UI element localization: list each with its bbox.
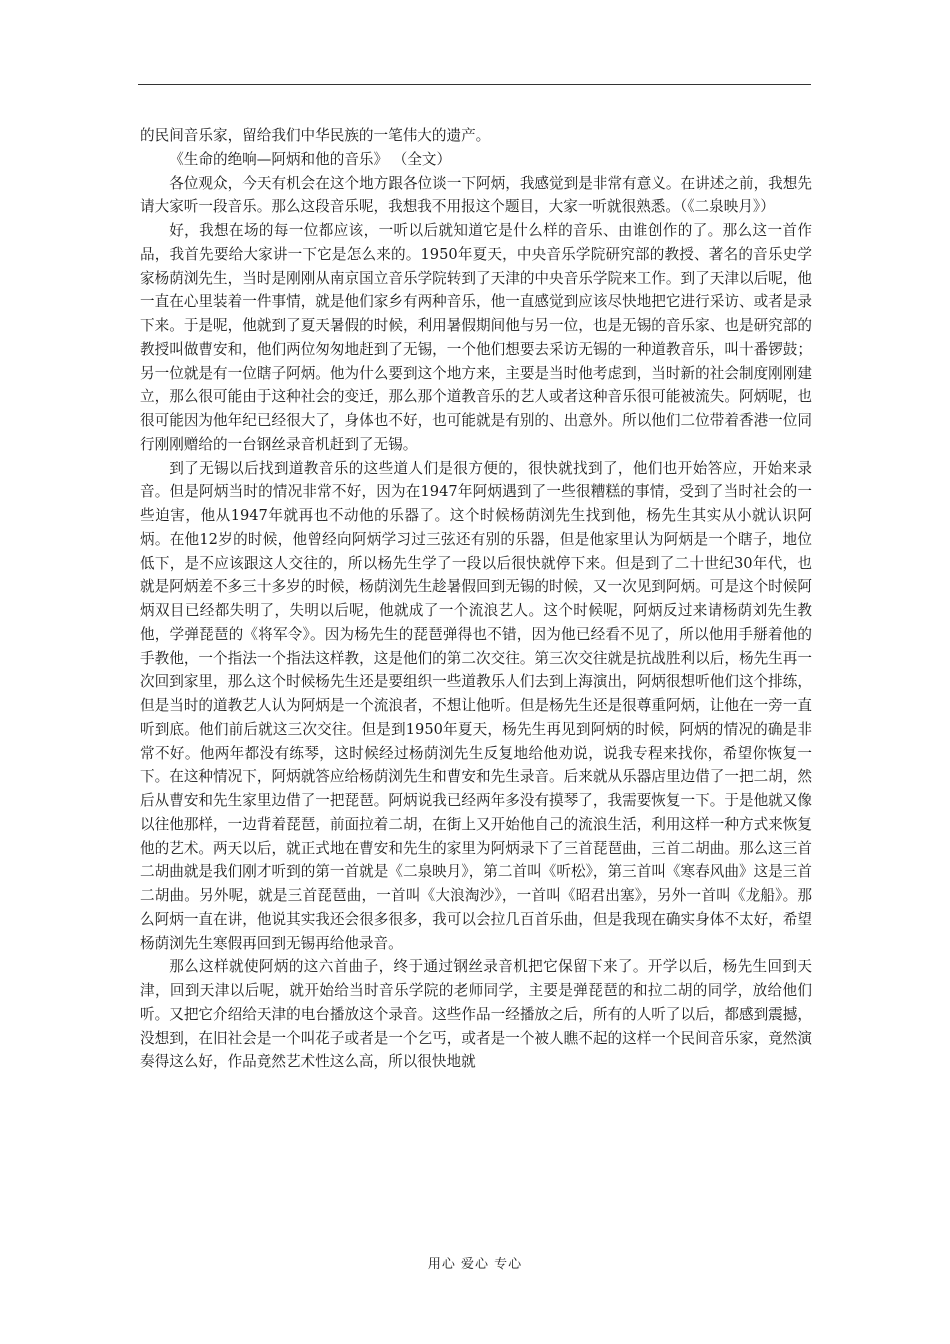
header-rule: [138, 84, 811, 85]
paragraph-1950-visit: 好，我想在场的每一位都应该，一听以后就知道它是什么样的音乐、由谁创作的了。那么这一首作品，我首先要给大家讲一下它是怎么来的。1950年夏天，中央音乐学院研究部的教授、著名的音乐史学家杨荫浏先生，当时是刚刚从南京国立音乐学院转到了天津的中央音乐学院来工作。到了天津以后呢，他一直在心里装着一件事情，就是他们家乡有两种音乐，他一直感觉到应该尽快地把它进行采访、或者是录下来。于是呢，他就到了夏天暑假的时候，利用暑假期间他与另一位，也是无锡的音乐家、也是研究部的教授叫做曹安和，他们两位匆匆地赶到了无锡，一个他们想要去采访无锡的一种道教音乐，叫十番锣鼓；另一位就是有一位瞎子阿炳。他为什么要到这个地方来，主要是当时他考虑到，当时新的社会制度刚刚建立，那么很可能由于这种社会的变迁，那么那个道教音乐的艺人或者这种音乐很可能被流失。阿炳呢，也很可能因为他年纪已经很大了，身体也不好，也可能就是有别的、出意外。所以他们二位带着香港一位同行刚刚赠给的一台钢丝录音机赶到了无锡。: [140, 222, 812, 453]
document-title: 《生命的绝响—阿炳和他的音乐》 （全文）: [169, 150, 452, 168]
lead-line: 的民间音乐家，留给我们中华民族的一笔伟大的遗产。: [140, 127, 491, 144]
page-footer: 用心 爱心 专心: [427, 1257, 523, 1272]
document-body: [140, 124, 812, 1074]
paragraph-intro: 各位观众，今天有机会在这个地方跟各位谈一下阿炳，我感觉到是非常有意义。在讲述之前，我想先请大家听一段音乐。那么这段音乐呢，我想我不用报这个题目，大家一听就很熟悉。（《二泉映月》）: [140, 174, 812, 216]
paragraph-broadcast: 那么这样就使阿炳的这六首曲子，终于通过钢丝录音机把它保留下来了。开学以后，杨先生回到天津，回到天津以后呢，就开始给当时音乐学院的老师同学，主要是弹琵琶的和拉二胡的同学，放给他们听。又把它介绍给天津的电台播放这个录音。这些作品一经播放之后，所有的人听了以后，都感到震撼，没想到，在旧社会是一个叫花子或者是一个乞丐，或者是一个被人瞧不起的这样一个民间音乐家，竟然演奏得这么好，作品竟然艺术性这么高，所以很快地就: [140, 958, 812, 1071]
paragraph-recording: 到了无锡以后找到道教音乐的这些道人们是很方便的，很快就找到了，他们也开始答应，开始来录音。但是阿炳当时的情况非常不好，因为在1947年阿炳遇到了一些很糟糕的事情，受到了当时社会的一些迫害，他从1947年就再也不动他的乐器了。这个时候杨荫浏先生找到他，杨先生其实从小就认识阿炳。在他12岁的时候，他曾经向阿炳学习过三弦还有别的乐器，但是他家里认为阿炳是一个瞎子，地位低下，是不应该跟这人交往的，所以杨先生学了一段以后很快就停下来。但是到了二十世纪30年代，也就是阿炳差不多三十多岁的时候，杨荫浏先生趁暑假回到无锡的时候，又一次见到阿炳。可是这个时候阿炳双目已经都失明了，失明以后呢，他就成了一个流浪艺人。这个时候呢，阿炳反过来请杨荫刘先生教他，学弹琵琶的《将军令》。因为杨先生的琵琶弹得也不错，因为他已经看不见了，所以他用手掰着他的手教他，一个指法一个指法这样教，这是他们的第二次交往。第三次交往就是抗战胜利以后，杨先生再一次回到家里，那么这个时候杨先生还是要组织一些道教乐人们去到上海演出，阿炳很想听他们这个排练，但是当时的道教艺人认为阿炳是一个流浪者，不想让他听。但是杨先生还是很尊重阿炳，让他在一旁一直听到底。他们前后就这三次交往。但是到1950年夏天，杨先生再见到阿炳的时候，阿炳的情况的确是非常不好。他两年都没有练琴，这时候经过杨荫浏先生反复地给他劝说，说我专程来找你，希望你恢复一下。在这种情况下，阿炳就答应给杨荫浏先生和曹安和先生录音。后来就从乐器店里边借了一把二胡，然后从曹安和先生家里边借了一把琵琶。阿炳说我已经两年多没有摸琴了，我需要恢复一下。于是他就又像以往他那样，一边背着琵琶，前面拉着二胡，在街上又开始他自己的流浪生活，利用这样一种方式来恢复他的艺术。两天以后，就正式地在曹安和先生的家里为阿炳录下了三首琵琶曲，三首二胡曲。那么这三首二胡曲就是我们刚才听到的第一首就是《二泉映月》，第二首叫《听松》，第三首叫《寒春风曲》这是三首二胡曲。另外呢，就是三首琵琶曲，一首叫《大浪淘沙》，一首叫《昭君出塞》，另外一首叫《龙船》。那么阿炳一直在讲，他说其实我还会很多很多，我可以会拉几百首乐曲，但是我现在确实身体不太好，希望杨荫浏先生寒假再回到无锡再给他录音。: [140, 459, 812, 952]
